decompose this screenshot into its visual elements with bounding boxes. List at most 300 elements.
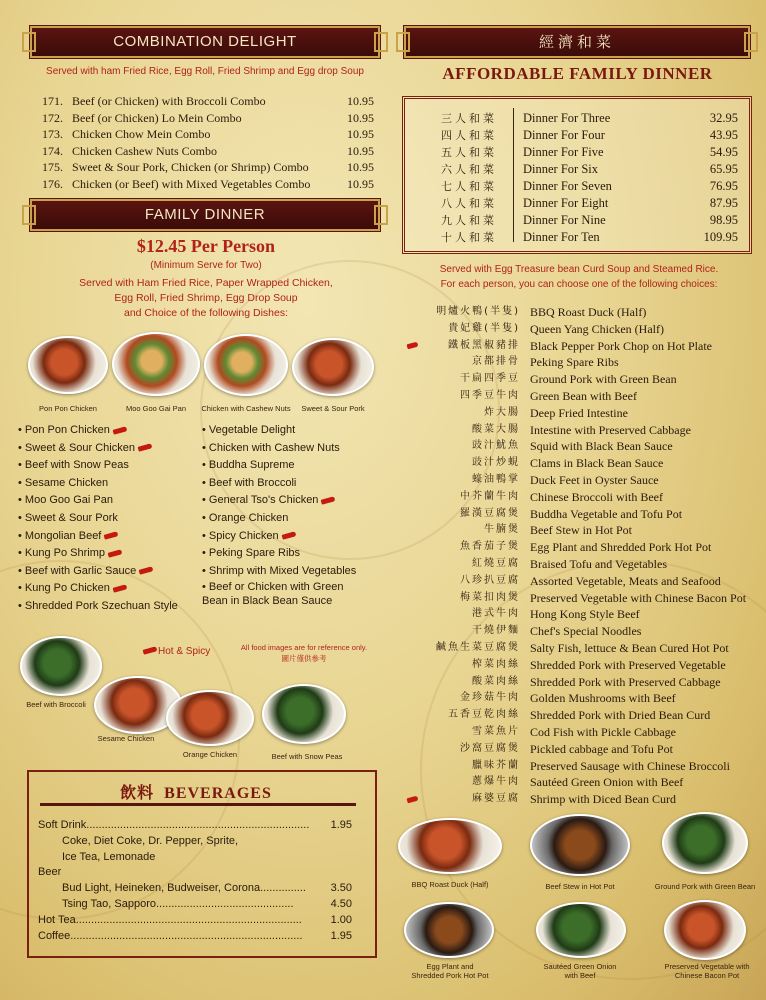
- photo-caption: Chicken with Cashew Nuts: [201, 404, 291, 413]
- combo-price: 10.95: [347, 143, 374, 158]
- dish-chili-slot: [404, 573, 418, 590]
- affordable-note-line: Served with Egg Treasure bean Curd Soup and Steamed Rice.: [439, 264, 719, 275]
- dish-name-cn: 貴妃雞(半隻): [448, 322, 520, 334]
- family-choice-item: [18, 475, 178, 493]
- affordable-row: [408, 110, 738, 127]
- chili-pepper-icon: [138, 443, 153, 451]
- beverages-title: [80, 780, 312, 803]
- dish-photo: [292, 338, 374, 396]
- chili-pepper-icon: [407, 796, 419, 804]
- dish-name: Intestine with Preserved Cabbage: [530, 422, 691, 437]
- family-choice-item: [18, 545, 178, 563]
- family-choice-item: [202, 563, 372, 581]
- affordable-row: [408, 127, 738, 144]
- dish-name-cn: 京都排骨: [472, 356, 520, 368]
- dish-name-cn: 牛腩煲: [484, 524, 520, 536]
- dish-name-cn: 酸菜肉絲: [472, 675, 520, 687]
- affordable-price-list: [408, 110, 738, 246]
- affordable-name-cn: 四人和菜: [441, 129, 497, 142]
- dish-name-cn: 臘味芥蘭: [472, 759, 520, 771]
- dish-name: Chinese Broccoli with Beef: [530, 489, 663, 504]
- photo-caption: BBQ Roast Duck (Half): [411, 880, 489, 889]
- family-choice-label: Kung Po Shrimp: [24, 547, 106, 560]
- dish-row: [404, 690, 760, 707]
- combo-name: Beef (or Chicken) with Broccoli Combo: [72, 94, 266, 108]
- family-choice-label: Sweet & Sour Chicken: [24, 441, 135, 454]
- affordable-name: Dinner For Four: [523, 128, 605, 142]
- combo-name: Sweet & Sour Pork, Chicken (or Shrimp) Combo: [72, 160, 309, 175]
- reference-note-en: All food images are for reference only.: [240, 643, 368, 652]
- affordable-price: 54.95: [709, 145, 738, 159]
- combination-subtitle: Served with ham Fried Rice, Egg Roll, Fried Shrimp and Egg drop Soup: [46, 66, 364, 77]
- dish-name-cn: 蠔油鴨掌: [472, 473, 520, 485]
- reference-note-cn: 圖片僅供參考: [281, 654, 327, 663]
- dish-row: [404, 590, 760, 607]
- family-choice-item: [202, 580, 372, 608]
- family-choice-item: [202, 457, 372, 475]
- dish-name: Deep Fried Intestine: [530, 405, 628, 420]
- dish-photo: [404, 902, 494, 958]
- family-dinner-title: FAMILY DINNER: [144, 206, 266, 223]
- dish-name: Squid with Black Bean Sauce: [530, 439, 673, 454]
- family-choice-label: Vegetable Delight: [208, 424, 296, 436]
- dish-name: Shredded Pork with Dried Bean Curd: [530, 708, 711, 723]
- beverage-row: [38, 850, 352, 866]
- affordable-row: [408, 195, 738, 212]
- affordable-name-cn: 五人和菜: [441, 146, 497, 159]
- family-choice-label: Orange Chicken: [208, 511, 289, 524]
- dish-name-cn: 四季豆牛肉: [460, 389, 520, 401]
- dish-chili-slot: [404, 539, 418, 556]
- family-choice-item: [202, 475, 372, 493]
- affordable-row: [408, 161, 738, 178]
- family-choice-item: [18, 457, 178, 475]
- beverage-price: 3.50: [330, 882, 352, 895]
- family-dinner-minimum: (Minimum Serve for Two): [150, 260, 262, 271]
- dish-name-cn: 干燒伊麵: [472, 625, 520, 637]
- dish-row: [404, 539, 760, 556]
- family-choice-label: Sweet & Sour Pork: [24, 511, 118, 524]
- dish-chili-slot: [404, 791, 418, 808]
- combo-price: 10.95: [347, 127, 374, 142]
- beverage-price: [320, 850, 352, 866]
- affordable-price: 76.95: [709, 179, 738, 193]
- chili-pepper-icon: [113, 426, 128, 434]
- dish-name: Assorted Vegetable, Meats and Seafood: [530, 573, 721, 588]
- dish-chili-slot: [404, 690, 418, 707]
- beverage-row: [38, 818, 352, 834]
- beverage-price: [320, 865, 352, 881]
- dish-name-cn: 港式牛肉: [472, 608, 520, 620]
- dish-chili-slot: [404, 388, 418, 405]
- dish-chili-slot: [404, 405, 418, 422]
- dish-row: [404, 573, 760, 590]
- dish-row: [404, 338, 760, 355]
- beverage-price: [320, 834, 352, 850]
- dish-chili-slot: [404, 556, 418, 573]
- dish-row: [404, 422, 760, 439]
- dish-name: Peking Spare Ribs: [530, 355, 619, 370]
- beverage-row: [38, 897, 352, 913]
- dish-name: Green Bean with Beef: [530, 388, 637, 403]
- dish-name: Ground Pork with Green Bean: [530, 372, 677, 387]
- photo-caption: Moo Goo Gai Pan: [125, 404, 187, 413]
- dish-row: [404, 438, 760, 455]
- family-choice-item: [202, 528, 372, 546]
- photo-caption-line: Sautéed Green Onion: [543, 962, 617, 971]
- dish-chili-slot: [404, 623, 418, 640]
- affordable-name-cn: 八人和菜: [441, 197, 497, 210]
- dish-photo: [662, 812, 748, 874]
- photo-caption: Beef with Snow Peas: [271, 752, 343, 761]
- affordable-note: [398, 262, 760, 292]
- reference-note: [234, 642, 374, 664]
- beverage-row: [38, 881, 352, 897]
- dish-name-cn: 豉汁魷魚: [472, 440, 520, 452]
- beverage-price: 4.50: [330, 897, 352, 910]
- family-choice-item: [18, 598, 178, 616]
- dish-row: [404, 774, 760, 791]
- dish-chili-slot: [404, 422, 418, 439]
- beverages-divider: [40, 803, 356, 806]
- chili-pepper-icon: [143, 646, 158, 654]
- beverage-name: Coke, Diet Coke, Dr. Pepper, Sprite,: [62, 834, 239, 847]
- dish-name: Beef Stew in Hot Pot: [530, 523, 632, 538]
- family-choice-label: Beef with Broccoli: [208, 476, 297, 489]
- beverage-row: [38, 929, 352, 945]
- family-choice-label: Moo Goo Gai Pan: [24, 494, 113, 507]
- combo-row: [42, 143, 374, 160]
- photo-caption: [652, 962, 762, 980]
- dish-name: Braised Tofu and Vegetables: [530, 556, 668, 571]
- family-choice-label: Shrimp with Mixed Vegetables: [208, 564, 357, 577]
- dish-name-cn: 羅漢豆腐煲: [460, 507, 520, 519]
- dish-name: Shredded Pork with Preserved Vegetable: [530, 657, 726, 672]
- affordable-title-cn: 經濟和菜: [538, 33, 615, 51]
- family-choice-item: [18, 563, 178, 581]
- dish-name-cn: 鹹魚生菜豆腐煲: [436, 641, 520, 653]
- family-dinner-description: [40, 276, 372, 321]
- photo-caption-line: Shredded Pork Hot Pot: [411, 971, 489, 980]
- affordable-title: AFFORDABLE FAMILY DINNER: [442, 64, 713, 83]
- family-choice-item: [18, 528, 178, 546]
- family-choice-label: Mongolian Beef: [24, 529, 102, 542]
- photo-caption-line: Chinese Bacon Pot: [674, 971, 740, 980]
- beverages-title-cn: 飲料: [120, 785, 155, 802]
- dish-name-cn: 中芥蘭牛肉: [460, 490, 520, 502]
- affordable-price: 43.95: [709, 128, 738, 142]
- combination-list: [42, 93, 374, 193]
- dish-name-cn: 雪菜魚片: [472, 725, 520, 737]
- family-choice-label: Spicy Chicken: [208, 529, 279, 542]
- combo-number: 175.: [42, 160, 63, 175]
- dish-chili-slot: [404, 724, 418, 741]
- hot-spicy-label: Hot & Spicy: [158, 646, 211, 657]
- combo-number: 172.: [42, 110, 63, 125]
- beverage-row: [38, 865, 352, 881]
- dish-name-cn: 八珍扒豆腐: [460, 574, 520, 586]
- combo-name: Chicken Cashew Nuts Combo: [72, 143, 217, 158]
- dish-chili-slot: [404, 371, 418, 388]
- affordable-row: [408, 212, 738, 229]
- family-choice-item: [18, 580, 178, 598]
- chili-pepper-icon: [407, 342, 419, 350]
- dish-row: [404, 455, 760, 472]
- affordable-name-cn: 七人和菜: [441, 180, 497, 193]
- family-choice-label: Kung Po Chicken: [24, 582, 110, 595]
- dish-name: Queen Yang Chicken (Half): [530, 321, 664, 336]
- family-choice-label: Buddha Supreme: [208, 459, 295, 472]
- photo-caption: Sesame Chicken: [97, 734, 155, 743]
- dish-photo: [28, 336, 108, 394]
- combo-number: 176.: [42, 176, 63, 191]
- combo-row: [42, 110, 374, 127]
- family-choice-label: General Tso's Chicken: [208, 494, 319, 507]
- beverage-name: Coffee............................................................................: [38, 929, 303, 942]
- dish-name: Clams in Black Bean Sauce: [530, 456, 664, 471]
- dish-photo: [262, 684, 346, 744]
- combo-row: [42, 93, 374, 110]
- dish-photo: [530, 814, 630, 876]
- dish-name-cn: 豉汁炒蜆: [472, 457, 520, 469]
- family-choice-item: [18, 492, 178, 510]
- dish-name-cn: 梅菜扣肉煲: [460, 591, 520, 603]
- family-choice-label: Peking Spare Ribs: [208, 547, 301, 560]
- dish-row: [404, 623, 760, 640]
- family-dinner-price: $12.45 Per Person: [136, 236, 276, 256]
- affordable-name: Dinner For Nine: [523, 213, 606, 227]
- combo-number: 171.: [42, 94, 63, 108]
- dish-name-cn: 蔥爆牛肉: [472, 776, 520, 788]
- family-choice-label: Chicken with Cashew Nuts: [208, 441, 340, 454]
- family-choice-label: Sesame Chicken: [24, 476, 109, 489]
- family-choice-item: [202, 492, 372, 510]
- combination-title: COMBINATION DELIGHT: [113, 33, 297, 50]
- beverages-list: [38, 818, 352, 944]
- dish-chili-slot: [404, 438, 418, 455]
- combination-banner: [30, 26, 380, 58]
- affordable-price: 32.95: [709, 111, 738, 125]
- beverage-name: Soft Drink.........................................................................: [38, 819, 310, 831]
- dish-name-cn: 沙窩豆腐煲: [460, 742, 520, 754]
- chili-pepper-icon: [108, 549, 123, 557]
- chili-pepper-icon: [281, 531, 296, 539]
- beverages-title-en: BEVERAGES: [164, 785, 272, 802]
- dish-chili-slot: [404, 657, 418, 674]
- dish-photo: [20, 636, 102, 696]
- combo-name: Chicken (or Beef) with Mixed Vegetables Combo: [72, 176, 311, 191]
- combo-name: Chicken Chow Mein Combo: [72, 127, 211, 142]
- family-choice-item: [18, 422, 178, 440]
- family-choice-item: [18, 510, 178, 528]
- dish-chili-slot: [404, 522, 418, 539]
- dish-name-cn: 鐵板黑椒豬排: [448, 339, 520, 351]
- dish-name: Preserved Vegetable with Chinese Bacon Pot: [530, 590, 747, 605]
- dish-name: Buddha Vegetable and Tofu Pot: [530, 506, 683, 521]
- beverage-row: [38, 834, 352, 850]
- combo-price: 10.95: [347, 160, 374, 175]
- dish-row: [404, 321, 760, 338]
- combo-name: Beef (or Chicken) Lo Mein Combo: [72, 110, 242, 125]
- photo-caption-line: Preserved Vegetable with: [664, 962, 750, 971]
- dish-chili-slot: [404, 640, 418, 657]
- dish-name: Chef's Special Noodles: [530, 624, 642, 639]
- dish-row: [404, 606, 760, 623]
- combo-number: 174.: [42, 143, 63, 158]
- dish-name: Cod Fish with Pickle Cabbage: [530, 724, 676, 739]
- combo-number: 173.: [42, 127, 63, 142]
- family-dinner-banner: [30, 199, 380, 231]
- dish-row: [404, 304, 760, 321]
- combo-price: 10.95: [347, 176, 374, 191]
- dish-chili-slot: [404, 774, 418, 791]
- dish-name: Salty Fish, lettuce & Bean Cured Hot Pot: [530, 640, 729, 655]
- dish-row: [404, 674, 760, 691]
- photo-caption: Orange Chicken: [182, 750, 238, 759]
- dish-chili-slot: [404, 674, 418, 691]
- affordable-name: Dinner For Six: [523, 162, 598, 176]
- photo-caption-line: with Beef: [564, 971, 596, 980]
- dish-row: [404, 388, 760, 405]
- dish-photo: [166, 690, 254, 746]
- family-desc-line: Served with Ham Fried Rice, Paper Wrapped Chicken,: [79, 277, 333, 289]
- affordable-banner: [404, 26, 750, 58]
- dish-photo: [536, 902, 626, 958]
- dish-name-cn: 五香豆乾肉絲: [448, 709, 520, 721]
- family-choice-label: Beef with Garlic Sauce: [24, 564, 137, 577]
- dish-chili-slot: [404, 455, 418, 472]
- affordable-name: Dinner For Seven: [523, 179, 612, 193]
- dish-name: Shrimp with Diced Bean Curd: [530, 792, 676, 807]
- dish-name: BBQ Roast Duck (Half): [530, 305, 647, 319]
- dish-row: [404, 556, 760, 573]
- affordable-price: 65.95: [709, 162, 738, 176]
- dish-row: [404, 522, 760, 539]
- dish-name-cn: 明爐火鴨(半隻): [436, 306, 520, 317]
- chili-pepper-icon: [139, 567, 154, 575]
- dish-photo: [398, 818, 502, 874]
- dish-chili-slot: [404, 321, 418, 338]
- dish-name-cn: 干扁四季豆: [460, 373, 520, 385]
- dish-row: [404, 405, 760, 422]
- combo-row: [42, 176, 374, 193]
- dish-name: Shredded Pork with Preserved Cabbage: [530, 674, 721, 689]
- beverage-row: [38, 913, 352, 929]
- combo-price: 10.95: [347, 110, 374, 125]
- family-choice-label: Beef or Chicken with Green Bean in Black Bean Sauce: [202, 581, 344, 608]
- dish-name: Pickled cabbage and Tofu Pot: [530, 741, 673, 756]
- affordable-dish-list: [404, 304, 760, 808]
- affordable-name: Dinner For Eight: [523, 196, 609, 210]
- combo-row: [42, 126, 374, 143]
- dish-name-cn: 魚香茄子煲: [460, 541, 520, 553]
- family-choices-right: [202, 422, 372, 608]
- chili-pepper-icon: [321, 496, 336, 504]
- affordable-name-cn: 九人和菜: [441, 214, 497, 227]
- photo-caption: Sweet & Sour Pork: [301, 404, 365, 413]
- dish-row: [404, 741, 760, 758]
- affordable-name-cn: 三人和菜: [441, 112, 497, 125]
- family-choice-label: Pon Pon Chicken: [24, 424, 110, 436]
- dish-row: [404, 489, 760, 506]
- dish-row: [404, 354, 760, 371]
- beverage-name: Beer: [38, 866, 62, 879]
- dish-name-cn: 炸大腸: [484, 406, 520, 418]
- chili-pepper-icon: [104, 531, 119, 539]
- dish-name: Preserved Sausage with Chinese Broccoli: [530, 758, 730, 773]
- photo-caption: [398, 962, 502, 980]
- dish-chili-slot: [404, 741, 418, 758]
- dish-name-cn: 麻婆豆腐: [472, 793, 520, 805]
- family-choice-item: [202, 545, 372, 563]
- affordable-note-line: For each person, you can choose one of the following choices:: [440, 279, 718, 290]
- family-choice-label: Shredded Pork Szechuan Style: [24, 599, 178, 612]
- beverage-name: Tsing Tao, Sapporo.............................................: [62, 897, 294, 910]
- dish-chili-slot: [404, 338, 418, 355]
- photo-caption: [530, 962, 630, 980]
- dish-row: [404, 371, 760, 388]
- affordable-name: Dinner For Ten: [523, 230, 600, 244]
- beverage-name: Hot Tea..........................................................................: [38, 913, 302, 926]
- dish-row: [404, 707, 760, 724]
- dish-name-cn: 酸菜大腸: [472, 423, 520, 435]
- affordable-row: [408, 144, 738, 161]
- beverage-price: 1.00: [330, 913, 352, 926]
- affordable-price: 87.95: [709, 196, 738, 210]
- affordable-name-cn: 六人和菜: [441, 163, 497, 176]
- dish-name: Hong Kong Style Beef: [530, 607, 640, 622]
- dish-chili-slot: [404, 590, 418, 607]
- dish-name-cn: 紅燒豆腐: [472, 557, 520, 569]
- affordable-price: 98.95: [709, 213, 738, 227]
- dish-name: Duck Feet in Oyster Sauce: [530, 472, 659, 487]
- family-choice-item: [202, 440, 372, 458]
- affordable-name-cn: 十人和菜: [441, 231, 497, 244]
- dish-chili-slot: [404, 304, 418, 321]
- dish-chili-slot: [404, 758, 418, 775]
- dish-row: [404, 724, 760, 741]
- dish-row: [404, 791, 760, 808]
- dish-chili-slot: [404, 506, 418, 523]
- photo-caption: Beef with Broccoli: [26, 700, 86, 709]
- family-choices-left: [18, 422, 178, 616]
- dish-row: [404, 640, 760, 657]
- dish-photo: [112, 332, 200, 396]
- combo-price: 10.95: [347, 94, 374, 108]
- affordable-name: Dinner For Three: [523, 111, 611, 125]
- affordable-row: [408, 178, 738, 195]
- dish-photo: [204, 334, 288, 396]
- dish-name: Sautéed Green Onion with Beef: [530, 775, 684, 790]
- beverage-price: 1.95: [330, 929, 352, 942]
- family-desc-line: Egg Roll, Fried Shrimp, Egg Drop Soup: [114, 292, 298, 304]
- family-choice-item: [202, 510, 372, 528]
- beverage-price: 1.95: [330, 819, 352, 831]
- photo-caption: Ground Pork with Green Bean: [654, 882, 756, 891]
- dish-name: Golden Mushrooms with Beef: [530, 691, 676, 706]
- dish-chili-slot: [404, 707, 418, 724]
- affordable-name: Dinner For Five: [523, 145, 604, 159]
- dish-name-cn: 金珍菇牛肉: [460, 692, 520, 704]
- dish-chili-slot: [404, 489, 418, 506]
- affordable-row: [408, 229, 738, 246]
- dish-row: [404, 657, 760, 674]
- dish-photo: [664, 900, 746, 960]
- dish-row: [404, 506, 760, 523]
- dish-chili-slot: [404, 472, 418, 489]
- dish-name: Egg Plant and Shredded Pork Hot Pot: [530, 540, 712, 555]
- photo-caption-line: Egg Plant and: [426, 962, 474, 971]
